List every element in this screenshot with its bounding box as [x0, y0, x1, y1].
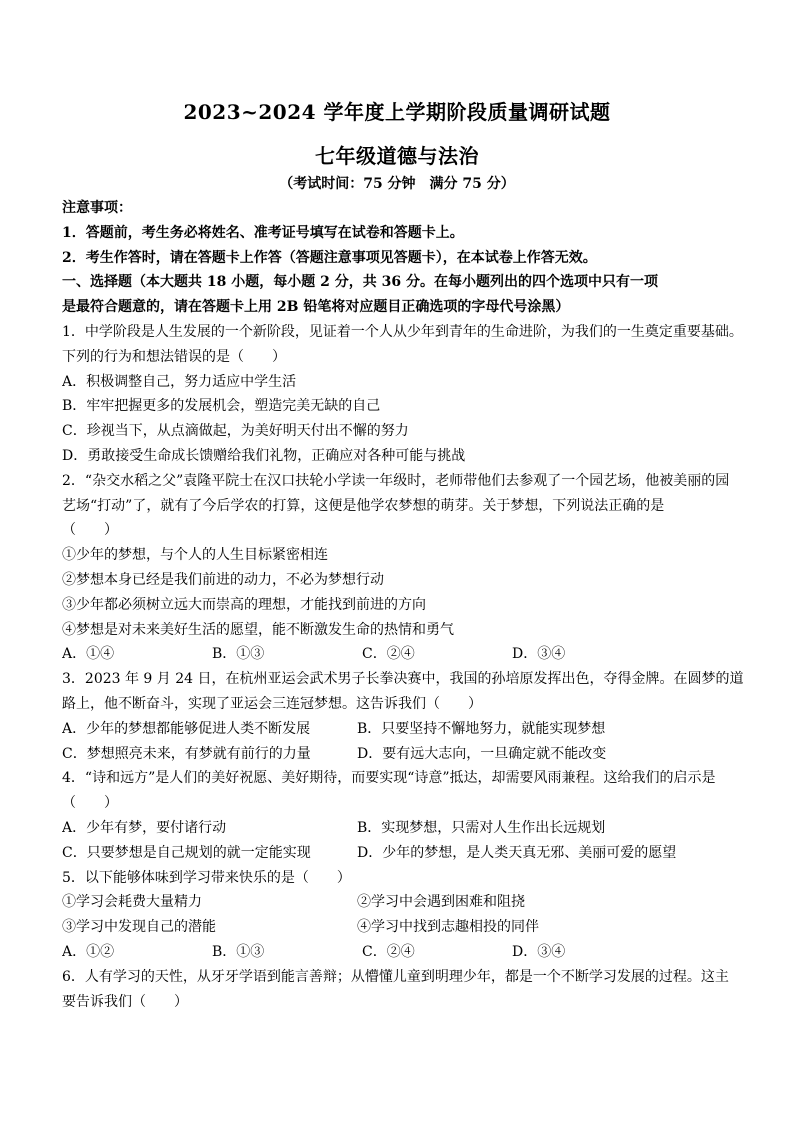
q5-statements-row1 [62, 890, 744, 915]
section-heading-line2: 是最符合题意的，请在答题卡上用 2B 铅笔将对应题目正确选项的字母代号涂黑） [62, 299, 570, 316]
q2-option-d: D．③④ [512, 646, 566, 663]
q5-statement-3: ③学习中发现自己的潜能 [62, 919, 216, 936]
q4-option-c: C．只要梦想是自己规划的就一定能实现 [62, 844, 311, 861]
q4-stem-line1: 4．“诗和远方”是人们的美好祝愿、美好期待，而要实现“诗意”抵达，却需要风雨兼程。这给我们的启示是 [62, 770, 716, 787]
q2-option-c: C．②④ [362, 646, 415, 663]
notice-item-2: 2．考生作答时，请在答题卡上作答（答题注意事项见答题卡），在本试卷上作答无效。 [62, 249, 597, 266]
q4-options-row2 [62, 841, 744, 866]
q2-statement-4: ④梦想是对未来美好生活的愿望，能不断激发生命的热情和勇气 [62, 621, 454, 638]
q3-option-b: B．只要坚持不懈地努力，就能实现梦想 [357, 720, 606, 737]
q2-statement-2: ②梦想本身已经是我们前进的动力，不必为梦想行动 [62, 571, 384, 588]
q5-option-b: B．①③ [212, 943, 265, 960]
q6-stem-line2: 要告诉我们（ ） [62, 993, 188, 1010]
q1-option-a: A．积极调整自己，努力适应中学生活 [62, 373, 297, 390]
q3-options-row2 [62, 742, 744, 767]
q5-option-c: C．②④ [362, 943, 415, 960]
q3-option-d: D．要有远大志向，一旦确定就不能改变 [357, 745, 607, 762]
notice-heading: 注意事项： [62, 200, 132, 216]
q5-statements-row2 [62, 915, 744, 940]
q2-statement-3: ③少年都必须树立远大而崇高的理想，才能找到前进的方向 [62, 596, 426, 613]
q6-stem-line1: 6．人有学习的天性，从牙牙学语到能言善辩；从懵懂儿童到明理少年，都是一个不断学习发展的过程。这主 [62, 968, 729, 985]
q3-option-a: A．少年的梦想都能够促进人类不断发展 [62, 720, 311, 737]
q4-option-a: A．少年有梦，要付诸行动 [62, 819, 227, 836]
q2-stem-line2: 艺场“打动”了，就有了今后学农的打算，这便是他学农梦想的萌芽。关于梦想，下列说法正确的是 [62, 497, 665, 514]
q5-statement-4: ④学习中找到志趣相投的同伴 [357, 919, 539, 936]
q1-option-d: D．勇敢接受生命成长馈赠给我们礼物，正确应对各种可能与挑战 [62, 447, 466, 464]
q4-option-b: B．实现梦想，只需对人生作出长远规划 [357, 819, 606, 836]
q2-option-a: A．①④ [62, 646, 115, 663]
q1-option-c: C．珍视当下，从点滴做起，为美好明天付出不懈的努力 [62, 423, 409, 440]
q1-option-b: B．牢牢把握更多的发展机会，塑造完美无缺的自己 [62, 398, 381, 415]
q3-stem-line2: 路上，他不断奋斗，实现了亚运会三连冠梦想。这告诉我们（ ） [62, 695, 482, 712]
q2-stem-line3: （ ） [62, 522, 118, 539]
q5-option-a: A．①② [62, 943, 115, 960]
q5-stem: 5．以下能够体味到学习带来快乐的是（ ） [62, 869, 351, 886]
q2-options [62, 642, 744, 667]
q4-options-row1 [62, 816, 744, 841]
q4-stem-line2: （ ） [62, 795, 118, 812]
q4-option-d: D．少年的梦想，是人类天真无邪、美丽可爱的愿望 [357, 844, 677, 861]
q3-stem-line1: 3．2023 年 9 月 24 日，在杭州亚运会武术男子长拳决赛中，我国的孙培原发挥出色，夺得金牌。在圆梦的道 [62, 671, 744, 688]
q2-stem-line1: 2．“杂交水稻之父”袁隆平院士在汉口扶轮小学读一年级时，老师带他们去参观了一个园艺场，他被美丽的园 [62, 472, 730, 489]
q2-statement-1: ①少年的梦想，与个人的人生目标紧密相连 [62, 547, 328, 564]
q1-stem-line2: 下列的行为和想法错误的是（ ） [62, 348, 286, 365]
notice-item-1: 1．答题前，考生务必将姓名、准考证号填写在试卷和答题卡上。 [62, 224, 464, 241]
q5-options [62, 940, 744, 965]
q5-option-d: D．③④ [512, 943, 566, 960]
q3-option-c: C．梦想照亮未来，有梦就有前行的力量 [62, 745, 311, 762]
q3-options-row1 [62, 717, 744, 742]
exam-content [62, 196, 744, 1014]
q5-statement-1: ①学习会耗费大量精力 [62, 894, 202, 911]
q1-stem-line1: 1．中学阶段是人生发展的一个新阶段，见证着一个人从少年到青年的生命进阶，为我们的一生奠定重要基础。 [62, 323, 743, 340]
exam-title: 2023~2024 学年度上学期阶段质量调研试题 [183, 100, 611, 124]
q2-option-b: B．①③ [212, 646, 265, 663]
q5-statement-2: ②学习中会遇到困难和阻挠 [357, 894, 525, 911]
exam-info: （考试时间：75 分钟 满分 75 分） [279, 176, 515, 192]
exam-subject: 七年级道德与法治 [315, 144, 479, 168]
section-heading-line1: 一、选择题（本大题共 18 小题，每小题 2 分，共 36 分。在每小题列出的四个选项中只有一项 [62, 274, 658, 291]
